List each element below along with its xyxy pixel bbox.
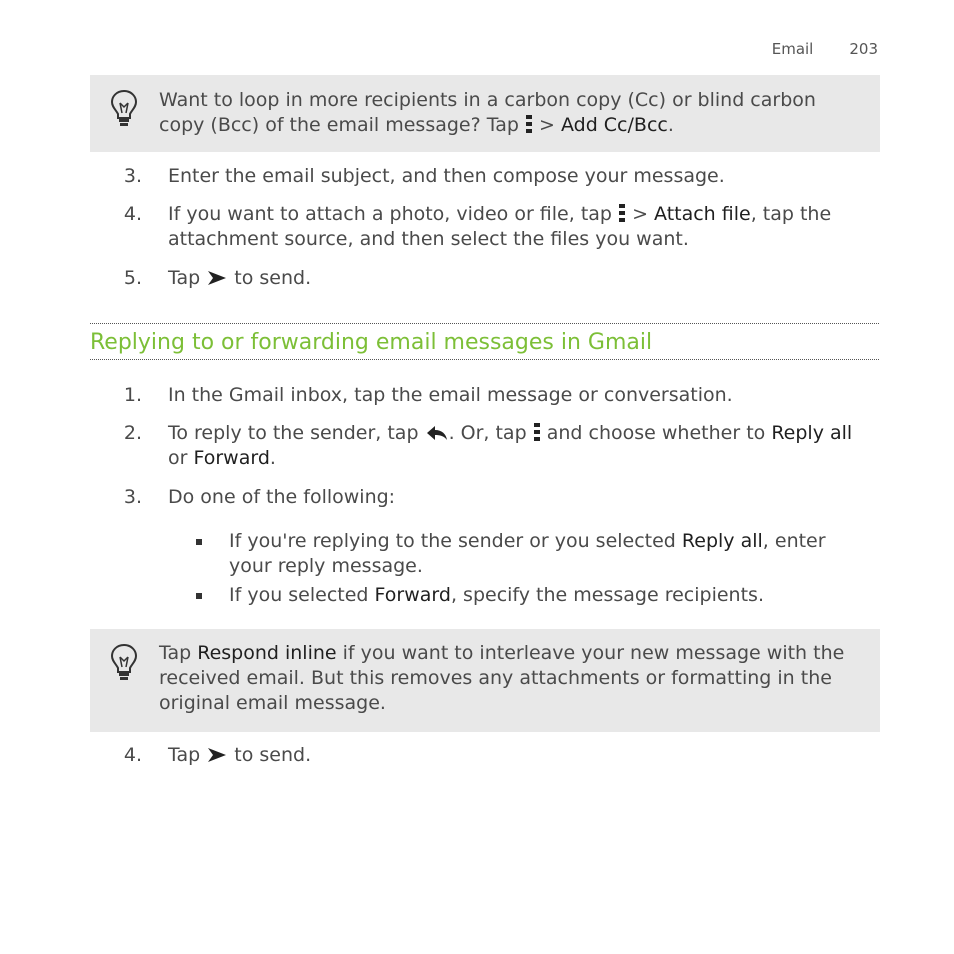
tip-text: Tap Respond inline if you want to interleave your new message with the received email. But this removes any attachments or formatting in the original email message. bbox=[159, 642, 845, 714]
tip-box-respond-inline bbox=[90, 629, 880, 732]
bullet-marker bbox=[196, 593, 202, 599]
more-vert-icon bbox=[525, 114, 533, 134]
lightbulb-icon bbox=[110, 643, 138, 683]
section-divider-top bbox=[90, 323, 879, 324]
send-icon bbox=[206, 269, 228, 287]
section-name: Email bbox=[771, 40, 814, 58]
reply-icon bbox=[425, 424, 449, 442]
bullet-marker bbox=[196, 539, 202, 545]
section-heading: Replying to or forwarding email messages in Gmail bbox=[90, 330, 653, 355]
more-vert-icon bbox=[533, 422, 541, 442]
page-number: 203 bbox=[849, 40, 878, 58]
tip-text: Want to loop in more recipients in a carbon copy (Cc) or blind carbon copy (Bcc) of the email message? Tap > Add Cc/Bcc. bbox=[159, 89, 816, 136]
tip-box-cc-bcc bbox=[90, 75, 880, 152]
more-vert-icon bbox=[618, 203, 626, 223]
section-divider-bottom bbox=[90, 359, 879, 360]
page-header bbox=[772, 40, 878, 58]
lightbulb-icon bbox=[110, 89, 138, 129]
send-icon bbox=[206, 746, 228, 764]
